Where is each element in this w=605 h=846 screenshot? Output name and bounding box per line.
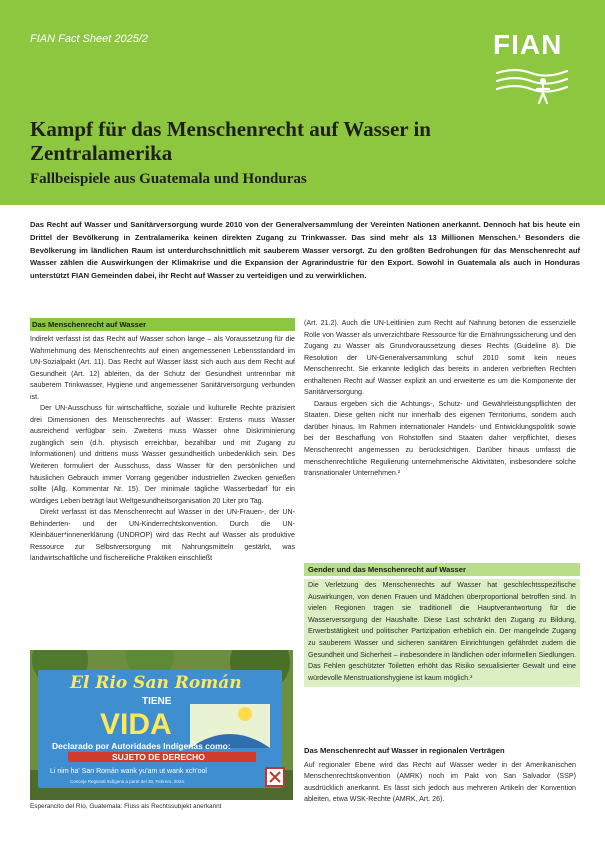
header-banner [0,0,605,205]
sign-declarado: Declarado por Autoridades Indígenas como: [52,741,231,751]
sign-vida: VIDA [100,708,172,741]
right-paragraph-1: (Art. 21.2). Auch die UN-Leitlinien zum Recht auf Nahrung betonen die essenzielle Rolle von Wasser als unverzichtbare Ressource für die Ernährungssicherung und den Zugang zu Wasser als Grundvoraussetzung dieses Rechts (Guideline 8). Die Resolution der UN-Generalversammlung schuf 2010 somit kein neues Menschenrecht. Sie erkannte lediglich das bereits in anderen verbrieften Rechten enthaltenen Recht auf Wasser explizit an und erweiterte es um die Komponente der Sanitärversorgung. [304,319,576,397]
section-heading-vertraege: Das Menschenrecht auf Wasser in regionalen Verträgen [304,746,505,755]
sign-tiene: TIENE [142,696,172,707]
page-subtitle: Fallbeispiele aus Guatemala und Honduras [30,171,307,187]
logo-figure-icon [495,63,569,107]
sign-title: El Rio San Román [70,673,242,693]
page-title: Kampf für das Menschenrecht auf Wasser in Zentralamerika [30,117,431,165]
sign-sujeto: SUJETO DE DERECHO [112,752,205,762]
sign-qeqchi: Li nim ha' San Román wank yu'am ut wank xch'ool [50,768,207,775]
section-heading-gender: Gender und das Menschenrecht auf Wasser [304,563,580,576]
left-paragraph-1: Indirekt verfasst ist das Recht auf Wasser schon lange – als Voraussetzung für die Wahrnehmung des Menschenrechts auf einen angemessenen Lebensstandard im UN-Sozialpakt (Art. 11). Das Recht auf Wasser lässt sich auch aus dem Recht auf Gesundheit (Art. 12) ableiten, da der Schutz der Gesundheit untrennbar mit sauberem Trinkwasser, Hygiene und angemessener Sanitärversorgung verbunden ist. [30,335,295,401]
vertraege-section [304,745,576,806]
logo-text: FIAN [493,29,563,60]
intro-paragraph: Das Recht auf Wasser und Sanitärversorgung wurde 2010 von der Generalversammlung der Vereinten Nationen anerkannt. Dennoch hat bis heute ein Drittel der Bevölkerung in Zentralamerika keinen direkten Zugang zu Trinkwasser. Das sind mehr als 13 Millionen Menschen.¹ Besonders die Bevölkerung im ländlichen Raum ist unterdurchschnittlich mit sauberem Wasser versorgt. Zu den größten Bedrohungen für das Menschenrecht auf Wasser zählen die Auswirkungen der Klimakrise und die Expansion der Agrarindustrie für den Export. Sowohl in Guatemala als auch in Honduras unterstützt FIAN Gemeinden dabei, ihr Recht auf Wasser zu verteidigen und zu verwirklichen. [30,220,580,281]
left-column [30,318,295,565]
right-paragraph-2: Daraus ergeben sich die Achtungs-, Schutz- und Gewährleistungspflichten der Staaten. Diese gelten nicht nur innerhalb des eigenen Territoriums, sondern auch darüber hinaus. Im Rahmen internationaler Handels- und Entwicklungspolitik sowie bei der Beschaffung von Rohstoffen sind Staaten daher verpflichtet, dieses Menschenrecht angemessen zu berücksichtigen. Darüber hinaus umfasst die menschenrechtliche Regulierung unternehmerische Aktivitäten, insbesondere solche transnationaler Unternehmen.² [304,399,576,478]
photo-illustration [30,650,293,800]
left-paragraph-3: Direkt verfasst ist das Menschenrecht auf Wasser in der UN-Frauen-, der UN-Behinderten- und der UN-Kinderrechtskonvention. Durch die UN-Kleinbäuer*innenerklärung (UNDROP) wird das Recht auf Wasser als produktive Ressource zur Selbstversorgung mit Nahrungsmitteln gestärkt, was landwirtschaftliche und fischereiliche Praktiken einschließt [30,508,295,563]
series-label: FIAN Fact Sheet 2025/2 [30,33,149,45]
gender-body: Die Verletzung des Menschenrechts auf Wasser hat geschlechtsspezifische Auswirkungen, von denen Frauen und Mädchen überproportional betroffen sind. In vielen Regionen tragen sie traditionell die Hauptverantwortung für die Wasserversorgung der Haushalte. Diese Last schränkt den Zugang zu Bildung, Erwerbstätigkeit und politischer Partizipation erheblich ein. Der mangelnde Zugang zu sauberem Wasser und sicheren sanitären Einrichtungen gefährdet zudem die Gesundheit und Sicherheit – insbesondere in ländlichen oder informellen Siedlungen. Das Fehlen geschützter Toiletten erhöht das Risiko sexualisierter Gewalt und eine würdevolle Menstruationshygiene ist kaum möglich.³ [304,579,580,687]
section-heading-menschenrecht: Das Menschenrecht auf Wasser [30,318,295,331]
right-column [304,318,576,480]
fian-logo [493,30,573,108]
left-paragraph-2: Der UN-Ausschuss für wirtschaftliche, soziale und kulturelle Rechte präzisiert drei Dimensionen des Menschenrechts auf Wasser: Erstens muss Wasser ausreichend verfügbar sein. Zweitens muss Wasser ohne Diskriminierung zugänglich sein (d.h. physisch erreichbar, bezahlbar und mit Zugang zu Informationen) und drittens muss Wasser gesundheitlich unbedenklich sein. Des Weiteren formuliert der Ausschuss, dass Wasser für den persönlichen und häuslichen Gebrauch immer Vorrang gegenüber industriellen Zwecken genießen sollte (Allg. Kommentar Nr. 15). Der minimale tägliche Wasserbedarf für ein würdiges Leben beträgt laut Weltgesundheitsorganisation 20 Liter pro Tag. [30,404,295,505]
gender-box [304,563,580,687]
river-sign-photo [30,650,293,800]
sign-concejo: Concejo Regional Indígena a partir del 30, Febrero, 2024. [70,779,186,784]
vertraege-body: Auf regionaler Ebene wird das Recht auf Wasser weder in der Amerikanischen Menschenrechtskonvention (AMRK) noch im Pakt von San Salvador (SSP) ausdrücklich anerkannt. Es lässt sich jedoch aus mehreren Artikeln der Konvention ableiten, etwa WSK-Rechte (AMRK, Art. 26). [304,760,576,804]
photo-caption: Esperancito del Río, Guatemala: Fluss als Rechtssubjekt anerkannt [30,803,222,810]
